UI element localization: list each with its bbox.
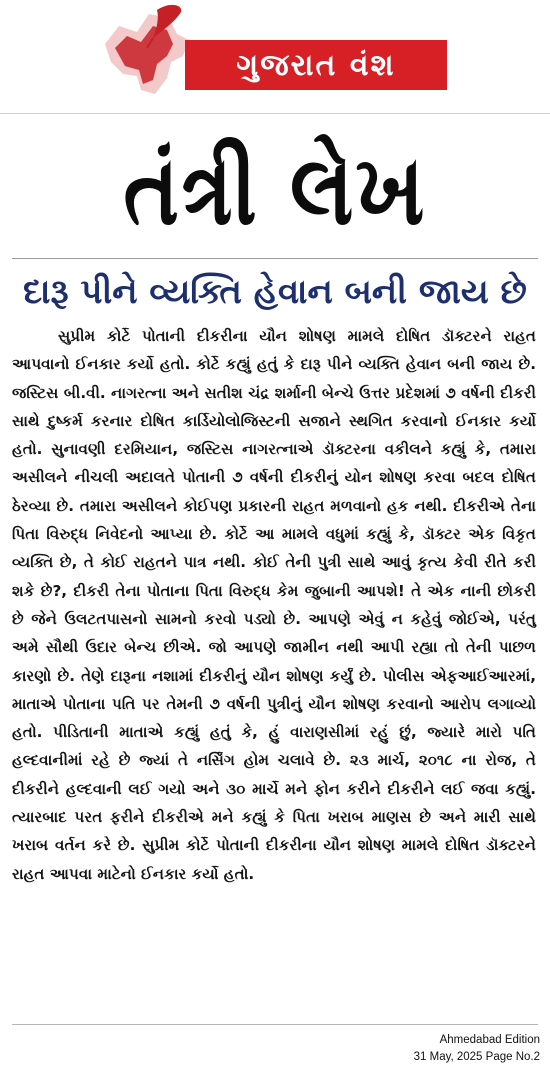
- brand-bar: [185, 40, 447, 90]
- edition-info: [414, 1032, 540, 1066]
- section-title-text: તંત્રી લેખ: [123, 133, 427, 246]
- article-body: સુપ્રીમ કોર્ટે પોતાની દીકરીના યૌન શોષણ મામલે દોષિત ડૉક્ટરને રાહત આપવાનો ઈનકાર કર્યો હતો. કોર્ટે કહ્યું હતું કે દારૂ પીને વ્યક્તિ હેવાન બની જાય છે. જસ્ટિસ બી.વી. નાગરત્ના અને સતીશ ચંદ્ર શર્માની બેન્ચે ઉત્તર પ્રદેશમાં ૭ વર્ષની દીકરી સાથે દુષ્કર્મ કરનાર દોષિત કાર્ડિયોલોજિસ્ટની સજાને સ્થગિત કરવાનો ઈનકાર કર્યો હતો. સુનાવણી દરમિયાન, જસ્ટિસ નાગરત્નાએ ડૉક્ટરના વકીલને કહ્યું કે, તમારા અસીલને નીચલી અદાલતે પોતાની ૭ વર્ષની દીકરીનું યોન શોષણ કરવા બદલ દોષિત ઠેરવ્યા છે. તમારા અસીલને કોઈપણ પ્રકારની રાહત મળવાનો હક નથી. દીકરીએ તેના પિતા વિરુદ્ધ નિવેદનો આપ્યા છે. કોર્ટે આ મામલે વધુમાં કહ્યું કે, ડૉક્ટર એક વિકૃત વ્યક્તિ છે, તે કોઈ રાહતને પાત્ર નથી. કોઈ તેની પુત્રી સાથે આવું કૃત્ય કેવી રીતે કરી શકે છે?, દીકરી તેના પોતાના પિતા વિરુદ્ધ કેમ જુબાની આપશે! તે એક નાની છોકરી છે જેને ઉલટતપાસનો સામનો કરવો પડ્યો છે. આપણે એવું ન કહેવું જોઈએ, પરંતુ અમે સૌથી ઉદાર બેન્ચ છીએ. જો આપણે જામીન નથી આપી રહ્યા તો તેની પાછળ કારણો છે. તેણે દારૂના નશામાં દીકરીનું યૌન શોષણ કર્યું છે. પોલીસ એફઆઈઆરમાં, માતાએ પોતાના પતિ પર તેમની ૭ વર્ષની પુત્રીનું યૌન શોષણ કરવાનો આરોપ લગાવ્યો હતો. પીડિતાની માતાએ કહ્યું હતું કે, હું વારાણસીમાં રહું છું, જ્યારે મારો પતિ હલ્દવાનીમાં રહે છે જ્યાં તે નર્સિંગ હોમ ચલાવે છે. ૨૩ માર્ચ, ૨૦૧૮ ના રોજ, તે દીકરીને હલ્દવાની લઈ ગયો અને ૩૦ માર્ચે મને ફોન કરીને દીકરીને લઈ જવા કહ્યું. ત્યારબાદ પરત ફરીને દીકરીએ મને કહ્યું કે પિતા ખરાબ માણસ છે અને મારી સાથે ખરાબ વર્તન કરે છે. સુપ્રીમ કોર્ટે પોતાની દીકરીના યૌન શોષણ મામલે દોષિત ડૉક્ટરને રાહત આપવા માટેનો ઈનકાર કર્યો હતો.: [12, 327, 536, 883]
- divider: [12, 1024, 538, 1025]
- masthead: [0, 0, 550, 112]
- article-headline: દારૂ પીને વ્યક્તિ હેવાન બની જાય છે: [23, 272, 527, 312]
- edition-date-page: 31 May, 2025 Page No.2: [413, 1051, 540, 1063]
- section-title: [0, 120, 550, 260]
- brand-name: ગુજરાત વંશ: [236, 47, 396, 83]
- divider: [12, 258, 538, 259]
- edition-name: Ahmedabad Edition: [439, 1034, 540, 1046]
- divider: [0, 113, 550, 114]
